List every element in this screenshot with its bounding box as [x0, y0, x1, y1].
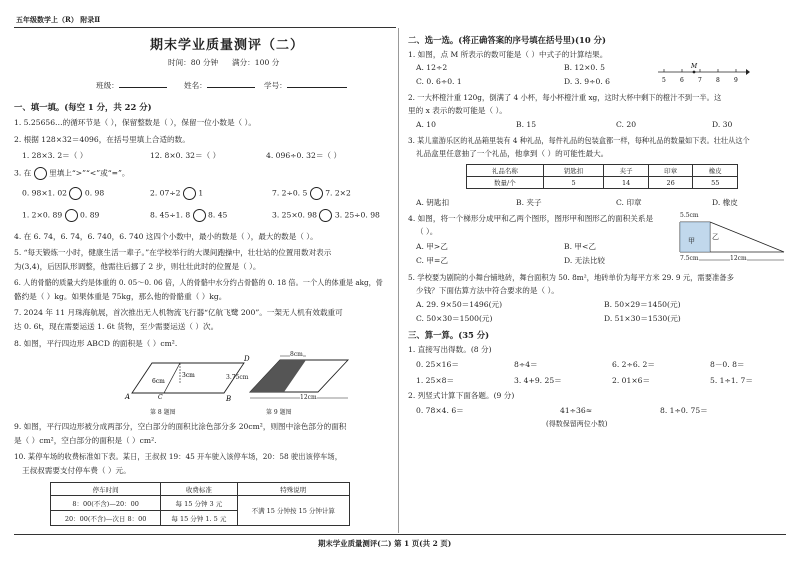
question-1-2-b: 12. 8×0. 32＝（ ）	[150, 151, 221, 160]
table-cell: 26	[648, 177, 693, 189]
table-cell: 5	[543, 177, 604, 189]
footer-rule	[14, 534, 786, 535]
option-2-1-c[interactable]: C. 0. 6÷0. 1	[416, 77, 462, 86]
question-2-1: 1. 如图，点 M 所表示的数可能是（ ）中式子的计算结果。	[408, 50, 608, 59]
vertical-calc-item: 8. 1÷0. 75＝	[660, 406, 708, 415]
calc-item: 1. 25×8＝	[416, 376, 455, 385]
table-cell: 数量/个	[467, 177, 544, 189]
height-label: 3cm	[182, 372, 195, 379]
tick-label: 6	[680, 77, 684, 84]
compare-circle-icon[interactable]	[310, 187, 323, 200]
question-1-6b: 骼约是（ ）kg。如果体重是 75kg，那么他的骨骼重（ ）kg。	[14, 292, 227, 301]
table-header: 停车时间	[51, 483, 161, 496]
question-1-10b: 王叔叔需要支付停车费（ ）元。	[22, 466, 131, 475]
table-cell: 8：00(不含)—20：00	[51, 496, 161, 511]
option-2-2-d[interactable]: D. 30	[712, 120, 733, 129]
option-2-5-d[interactable]: D. 51×30＝1530(元)	[604, 314, 681, 323]
calc-item: 0. 25×16＝	[416, 360, 459, 369]
question-1-7b: 达 0. 6t，现在需要运送 1. 6t 货物，至少需要运送（ ）次。	[14, 322, 219, 331]
table-cell: 14	[604, 177, 649, 189]
tick-label: 7	[698, 77, 702, 84]
table-cell: 礼品名称	[467, 165, 544, 177]
side-label: 3.75cm	[226, 374, 249, 381]
question-1-5b: 为(3,4)，后因队形调整，他需往后挪了 2 步，则壮壮此时的位置是（ ）。	[14, 262, 261, 271]
question-1-1: 1. 5.25656…的循环节是（ ），保留整数是（ ），保留一位小数是（ ）。	[14, 118, 256, 127]
calc-item: 8－0. 8＝	[710, 360, 745, 369]
header-tag: 五年级数学上（R） 附录Ⅱ	[16, 15, 101, 24]
vertex-label-a: A	[125, 393, 131, 401]
section-2-title: 二、选一选。(将正确答案的序号填在括号里)(10 分)	[408, 35, 606, 45]
table-cell: 夹子	[604, 165, 649, 177]
question-1-9a: 9. 如图，平行四边形被分成两部分，空白部分的面积比涂色部分多 20cm²，则图中涂色部分的面积	[14, 422, 347, 431]
option-2-5-c[interactable]: C. 50×30＝1500(元)	[416, 314, 493, 323]
option-2-1-a[interactable]: A. 12÷2	[416, 63, 448, 72]
option-2-4-d[interactable]: D. 无法比较	[564, 256, 606, 265]
option-2-2-b[interactable]: B. 15	[516, 120, 537, 129]
number-line-figure	[656, 62, 750, 86]
table-cell: 钥匙扣	[543, 165, 604, 177]
option-2-4-a[interactable]: A. 甲>乙	[416, 242, 448, 251]
compare-circle-icon[interactable]	[65, 209, 78, 222]
compare-row-1c: 7. 2÷0. 5 7. 2×2	[272, 187, 351, 200]
name-field[interactable]: 姓名：	[184, 79, 255, 91]
table-cell: 橡皮	[693, 165, 738, 177]
header-rule	[14, 27, 396, 28]
page-title: 期末学业质量测评（二）	[150, 38, 305, 53]
parking-fee-table	[50, 482, 350, 526]
calc-item: 2. 01×6＝	[612, 376, 651, 385]
compare-circle-icon[interactable]	[183, 187, 196, 200]
compare-row-2b: 8. 45÷1. 8 8. 45	[150, 209, 227, 222]
table-cell: 20：00(不含)—次日 8：00	[51, 511, 161, 526]
vertical-calc-item: 0. 78×4. 6＝	[416, 406, 464, 415]
rounding-note: (得数保留两位小数)	[546, 420, 608, 428]
option-2-3-b[interactable]: B. 夹子	[516, 198, 542, 207]
option-2-5-a[interactable]: A. 29. 9×50＝1496(元)	[416, 300, 503, 309]
section-1-title: 一、填一填。(每空 1 分，共 22 分)	[14, 102, 152, 112]
question-2-3b: 礼品盒里任意抽了一个礼品，他拿到（ ）的可能性最大。	[416, 149, 609, 158]
calc-item: 5. 1÷1. 7＝	[710, 376, 753, 385]
calc-2-title: 2. 列竖式计算下面各题。(9 分)	[408, 391, 515, 400]
compare-circle-icon[interactable]	[69, 187, 82, 200]
section-3-title: 三、算一算。(35 分)	[408, 330, 490, 340]
option-2-3-a[interactable]: A. 钥匙扣	[416, 198, 450, 207]
id-field[interactable]: 学号：	[264, 79, 347, 91]
table-cell: 印章	[648, 165, 693, 177]
option-2-1-d[interactable]: D. 3. 9÷0. 6	[564, 77, 610, 86]
question-1-7a: 7. 2024 年 11 月珠海航展，首次推出无人机物流飞行器“亿航飞鹭 200”。一架无人机有效载重可	[14, 308, 343, 317]
option-2-1-b[interactable]: B. 12×0. 5	[564, 63, 605, 72]
gift-table	[466, 164, 738, 189]
question-2-2b: 里的 x 表示的数可能是（ ）。	[408, 106, 507, 115]
column-divider	[398, 28, 399, 533]
figure-8-caption: 第 8 题图	[150, 409, 176, 416]
compare-row-1: 0. 98×1. 02 0. 98	[22, 187, 104, 200]
compare-row-1b: 2. 07÷2 1	[150, 187, 203, 200]
question-2-5b: 少钱？下面估算方法中符合要求的是（ ）。	[416, 286, 559, 295]
option-2-2-a[interactable]: A. 10	[416, 120, 436, 129]
vertex-label-b: B	[226, 395, 232, 403]
question-2-4a: 4. 如图，将一个梯形分成甲和乙两个图形，图形甲和图形乙的面积关系是	[408, 214, 654, 223]
figure-9-caption: 第 9 题图	[266, 409, 292, 416]
question-2-5a: 5. 学校要为剧院的小舞台铺地砖，舞台面积为 50. 8m²，地砖单价为每平方米 29. 9 元，需要准备多	[408, 273, 734, 282]
option-2-3-c[interactable]: C. 印章	[616, 198, 642, 207]
option-2-4-b[interactable]: B. 甲<乙	[564, 242, 596, 251]
table-cell: 每 15 分钟 1. 5 元	[161, 511, 237, 526]
base-label: 6cm	[152, 378, 165, 385]
trapezoid-top-label: 5.5cm	[680, 212, 699, 219]
table-header: 特殊说明	[237, 483, 349, 496]
question-2-3a: 3. 某儿童游乐区的礼品箱里装有 4 种礼品，每件礼品的包装盒都一样，每种礼品的数量如下表。壮壮从这个	[408, 136, 750, 145]
compare-row-2c: 3. 25×0. 98 3. 25÷0. 98	[272, 209, 380, 222]
region-jia-label: 甲	[688, 237, 695, 245]
compare-circle-icon[interactable]	[193, 209, 206, 222]
table-cell: 55	[693, 177, 738, 189]
option-2-3-d[interactable]: D. 橡皮	[712, 198, 738, 207]
question-1-3: 3. 在 里填上“>”“<”或“=”。	[14, 167, 129, 180]
top-length-label: 8cm	[290, 351, 303, 358]
calc-item: 3. 4+9. 25＝	[514, 376, 562, 385]
question-1-2-a: 1. 28×3. 2＝（ ）	[22, 151, 88, 160]
class-field[interactable]: 班级：	[96, 79, 167, 91]
compare-circle-icon[interactable]	[319, 209, 332, 222]
question-1-10a: 10. 某停车场的收费标准如下表。某日，王叔叔 19：45 开车驶入该停车场，20：58 驶出该停车场，	[14, 452, 343, 461]
region-yi-label: 乙	[712, 233, 719, 241]
compare-row-2: 1. 2×0. 89 0. 89	[22, 209, 99, 222]
calc-item: 6. 2÷6. 2＝	[612, 360, 655, 369]
table-cell: 每 15 分钟 3 元	[161, 496, 237, 511]
calc-1-title: 1. 直接写出得数。(8 分)	[408, 345, 492, 354]
question-1-5a: 5. “每天锻炼一小时，健康生活一辈子。”在学校举行的大课间跑操中，壮壮站的位置用数对表示	[14, 248, 332, 257]
vertex-label-d: D	[244, 355, 250, 363]
base-2-label: 12cm	[730, 255, 747, 262]
question-1-4: 4. 在 6. 74，6. 74̇，6. 7̇40̇，6. 740 这四个小数中，最小的数是（ ），最大的数是（ ）。	[14, 232, 318, 241]
point-m-label: M	[691, 63, 698, 70]
question-1-8: 8. 如图，平行四边形 ABCD 的面积是（ ）cm².	[14, 339, 178, 348]
time-meta: 时间：80 分钟	[168, 58, 219, 67]
option-2-2-c[interactable]: C. 20	[616, 120, 637, 129]
score-meta: 满分：100 分	[232, 58, 280, 67]
tick-label: 8	[716, 77, 720, 84]
question-1-9b: 是（ ）cm²，空白部分的面积是（ ）cm².	[14, 436, 157, 445]
calc-item: 8÷4＝	[514, 360, 538, 369]
question-1-6a: 6. 人的骨骼的质量大约是体重的 0. 05～0. 06 倍，人的骨骼中水分约占骨骼的 0. 18 倍。一个人的体重是 akg，骨	[14, 278, 383, 287]
tick-label: 9	[734, 77, 738, 84]
option-2-5-b[interactable]: B. 50×29＝1450(元)	[604, 300, 681, 309]
page-footer: 期末学业质量测评(二) 第 1 页(共 2 页)	[318, 539, 452, 548]
table-cell: 不满 15 分钟按 15 分钟计算	[237, 496, 349, 526]
question-2-4b: （ ）。	[416, 227, 438, 236]
option-2-4-c[interactable]: C. 甲=乙	[416, 256, 448, 265]
tick-label: 5	[662, 77, 666, 84]
question-1-2-c: 4. 096÷0. 32＝（ ）	[266, 151, 342, 160]
question-1-2: 2. 根据 128×32＝4096，在括号里填上合适的数。	[14, 135, 190, 144]
compare-circle-icon	[34, 167, 47, 180]
table-header: 收费标准	[161, 483, 237, 496]
vertex-label-c: C	[158, 394, 163, 401]
question-2-2a: 2. 一大杯橙汁重 120g，倒满了 4 小杯，每小杯橙汁重 xg，这时大杯中剩下的橙汁不到一半。这	[408, 93, 722, 102]
vertical-calc-item: 41÷36≈	[560, 406, 593, 415]
bottom-length-label: 12cm	[300, 394, 317, 401]
base-1-label: 7.5cm	[680, 255, 699, 262]
